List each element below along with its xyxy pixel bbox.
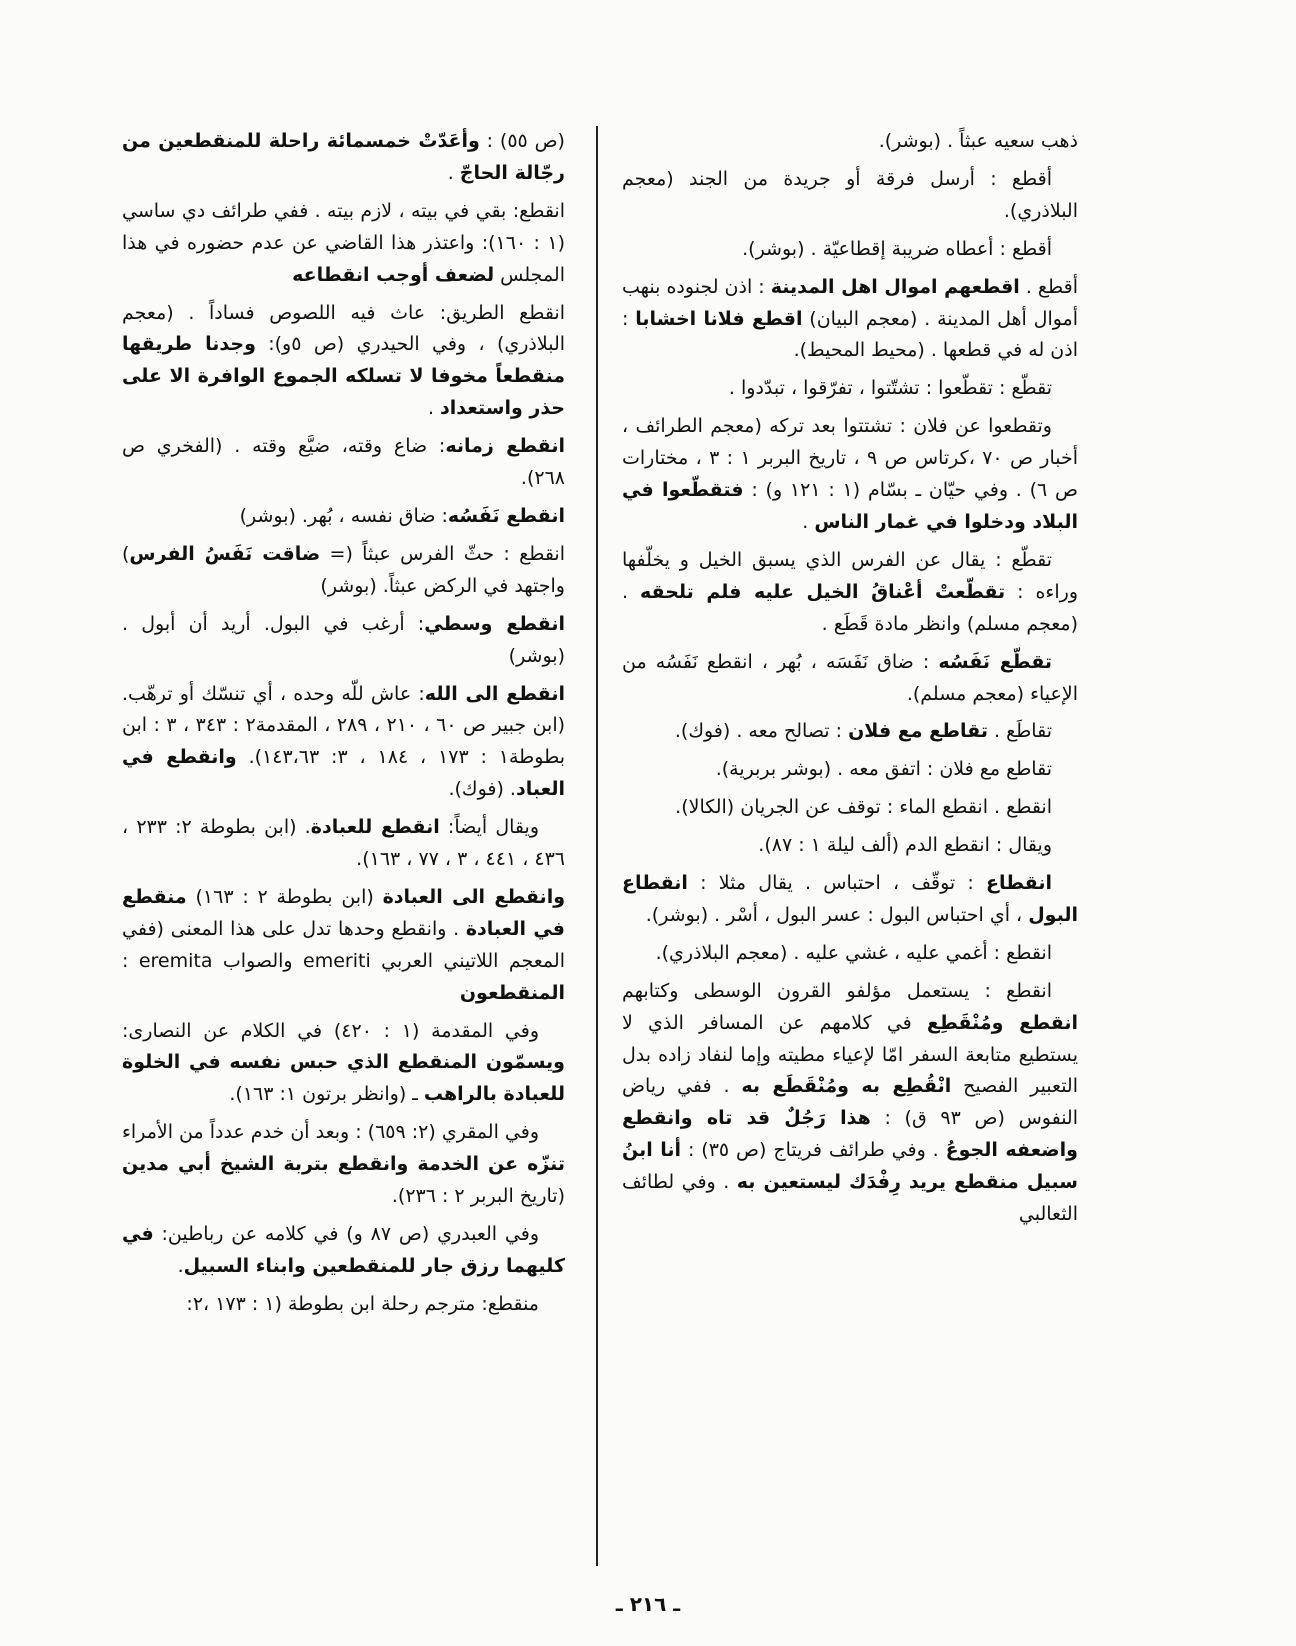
entry-text: . وانقطع وحدها تدل على هذا المعنى (ففي المعجم اللاتيني العربي emeriti والصواب eremita : xyxy=(122,917,565,972)
entry-text: (ص ٥٥) : xyxy=(479,130,565,152)
entry-text: وفي المقري (٢: ٦٥٩) : وبعد أن خدم عدداً من الأمراء xyxy=(122,1121,539,1144)
entry-text: ) واجتهد في الركض عبثاً. (بوشر) xyxy=(122,542,565,597)
entry-text: : عاش للّه وحده ، أي تنسّك أو ترهّب. (ابن جبير ص ٦٠ ، ٢١٠ ، ٢٨٩ ، المقدمة٢ : ٣٤٣ ، ٣ : ابن بطوطة١ : ١٧٣ ، ١٨٤ ، ٣: ١٤٣،٦٣). xyxy=(122,682,566,769)
entry-text: : أرغب في البول. أريد أن أبول . (بوشر) xyxy=(122,612,565,667)
bold-term: المنقطعون xyxy=(459,981,565,1004)
entry-text: : ضاع وقته، ضيَّع وقته . (الفخري ص ٢٦٨). xyxy=(122,435,565,490)
dictionary-entry xyxy=(622,938,1078,970)
dictionary-entry xyxy=(622,976,1078,1231)
entry-text: : ضاق نفسه ، بُهر. (بوشر) xyxy=(239,504,448,527)
entry-text: وفي العبدري (ص ٨٧ و) في كلامه عن رباطين: xyxy=(153,1223,539,1245)
bold-term: انقطع وسطي xyxy=(424,612,566,635)
dictionary-entry xyxy=(622,234,1078,266)
dictionary-entry xyxy=(622,164,1078,228)
bold-term: انقطع ومُنْقَطِع xyxy=(926,1011,1078,1034)
entry-text: أقطع . xyxy=(1019,275,1078,298)
entry-text: ، أي احتباس البول : عسر البول ، أسْر . (بوشر). xyxy=(645,903,1029,926)
entry-text: . وفي لطائف الثعالبي xyxy=(622,1171,1078,1226)
dictionary-entry xyxy=(622,272,1078,368)
dictionary-entry xyxy=(622,411,1078,539)
bold-term: فتقطّعوا في البلاد ودخلوا في غمار الناس xyxy=(622,479,1078,533)
bold-term: وأعَدّتْ خمسمائة راحلة للمنقطعين من رجّالة الحاجّ xyxy=(122,130,565,184)
dictionary-entry xyxy=(122,1016,565,1112)
dictionary-entry xyxy=(622,830,1078,862)
entry-text: وفي المقدمة (١ : ٤٢٠) في الكلام عن النصارى: xyxy=(122,1019,540,1042)
entry-text: انقطع . انقطع الماء : توقف عن الجريان (الكالا). xyxy=(675,796,1052,819)
entry-text: : اذن لجنوده بنهب أموال أهل المدينة . (معجم البيان) xyxy=(622,275,1078,330)
entry-text: : ضاق نَفَسَه ، بُهر ، انقطع نَفَسُه من الإعياء (معجم مسلم). xyxy=(622,650,1078,705)
bold-term: اقطعهم اموال اهل المدينة xyxy=(770,275,1020,298)
entry-text: انقطع : أغمي عليه ، غشي عليه . (معجم البلاذري). xyxy=(655,941,1052,964)
dictionary-entry xyxy=(122,812,565,876)
entry-text: وتقطعوا عن فلان : تشتتوا بعد تركه (معجم الطرائف ، أخبار ص ٧٠ ،كرتاس ص ٩ ، تاريخ البربر ١ : ٣ ، مختارات ص ٦) . وفي حيّان ـ بسّام (١ : ١٢١ و) : xyxy=(622,415,1079,502)
entry-text: . xyxy=(427,397,441,420)
entry-text: تقاطَع . xyxy=(987,720,1052,743)
bold-term: ضاقت نَفَسُ الفرس xyxy=(129,542,321,565)
dictionary-entry xyxy=(622,647,1078,711)
entry-text: تقاطع مع فلان : اتفق معه . (بوشر بربرية). xyxy=(715,758,1052,781)
dictionary-entry xyxy=(122,1117,565,1213)
bold-term: تقطّعتْ أعْناقُ الخيل عليه فلم تلحقه xyxy=(640,580,1006,603)
dictionary-entry xyxy=(122,539,565,603)
dictionary-entry xyxy=(122,882,565,1010)
bold-term: وانقطع الى العبادة xyxy=(382,885,566,908)
bold-term: في كليهما رزق جار للمنقطعين وابناء السبيل xyxy=(122,1223,565,1277)
entry-text: أقطع : أعطاه ضريبة إقطاعيّة . (بوشر). xyxy=(742,237,1052,260)
entry-text: في كلامهم عن المسافر الذي لا يستطيع متابعة السفر امّا لإعياء مطيته وإما لنفاد زاده بدل التعبير الفصيح xyxy=(622,1011,1078,1098)
bold-term: وانقطع في العباد xyxy=(122,746,565,801)
entry-text: تقطّع : يقال عن الفرس الذي يسبق الخيل و يخلّفها وراءه : xyxy=(622,548,1078,603)
dictionary-entry xyxy=(122,501,565,533)
dictionary-entry xyxy=(122,126,565,190)
dictionary-entry xyxy=(622,716,1078,748)
bold-term: انقطاع xyxy=(986,872,1052,895)
entry-text: منقطع: مترجم رحلة ابن بطوطة (١ : ١٧٣ ،٢: xyxy=(186,1292,539,1315)
bold-term: انقطع زمانه xyxy=(445,435,565,458)
dictionary-entry xyxy=(122,196,565,292)
bold-term: اقطع فلانا اخشابا xyxy=(635,307,803,330)
entry-text: . (ابن بطوطة ٢: ٢٣٣ ، ٤٣٦ ، ٤٤١ ، ٣ ، ٧٧ ، ١٦٣). xyxy=(122,816,565,871)
entry-text: (تاريخ البربر ٢ : ٢٣٦). xyxy=(391,1185,565,1208)
bold-term: هذا رَجُلٌ قد تاه وانقطع واضعفه الجوعُ xyxy=(622,1107,1078,1162)
bold-term: ويسمّون المنقطع الذي حبس نفسه في الخلوة للعبادة بالراهب xyxy=(122,1051,565,1106)
entry-text: انقطع : يستعمل مؤلفو القرون الوسطى وكتابهم xyxy=(622,979,1052,1002)
dictionary-entry xyxy=(122,1289,565,1321)
entry-text: . (معجم مسلم) وانظر مادة قَطَع . xyxy=(622,580,1078,635)
entry-text: . xyxy=(447,161,460,184)
bold-term: تقاطع مع فلان xyxy=(848,720,988,743)
dictionary-entry xyxy=(122,431,565,495)
dictionary-entry xyxy=(622,792,1078,824)
dictionary-entry xyxy=(622,754,1078,786)
entry-text: أقطع : أرسل فرقة أو جريدة من الجند (معجم البلاذري). xyxy=(622,167,1078,222)
entry-text: انقطع: بقي في بيته ، لازم بيته . ففي طرائف دي ساسي (١ : ١٦٠): واعتذر هذا القاضي عن عدم حضوره في هذا المجلس xyxy=(122,199,565,286)
entry-text: . xyxy=(802,510,815,533)
page-number: ـ ٢١٦ ـ xyxy=(615,1592,681,1616)
bold-term: انقطع الى الله xyxy=(424,682,565,705)
entry-text: . (فوك). xyxy=(448,778,516,801)
entry-text: . ففي رياض النفوس (ص ٩٣ ق) : xyxy=(622,1075,1078,1130)
entry-text: . xyxy=(177,1254,184,1277)
right-column xyxy=(622,126,1078,1237)
entry-text: : تصالح معه . (فوك). xyxy=(674,720,849,743)
dictionary-entry xyxy=(622,373,1078,405)
bold-term: انْقُطِع به ومُنْقَطَع به xyxy=(741,1075,952,1098)
dictionary-entry xyxy=(122,298,565,426)
dictionary-entry: ذهب سعيه عبثاً . (بوشر). xyxy=(878,130,1078,152)
entry-text: ـ (وانظر برتون ١: ١٦٣). xyxy=(229,1083,424,1106)
bold-term: لضعف أوجب انقطاعه xyxy=(292,263,495,286)
entry-text: . وفي طرائف فريتاج (ص ٣٥) : xyxy=(681,1139,946,1162)
entry-text: تقطّع : تقطّعوا : تشتّتوا ، تفرّقوا ، تبدّدوا . xyxy=(728,377,1052,400)
dictionary-entry xyxy=(122,609,565,673)
bold-term: أنا ابنُ سبيل منقطع يريد رِفْدَك ليستعين به xyxy=(622,1139,1078,1194)
dictionary-entry xyxy=(622,545,1078,641)
entry-text: ويقال أيضاً: xyxy=(439,816,540,839)
bold-term: انقطاع البول xyxy=(622,872,1078,926)
dictionary-entry xyxy=(622,868,1078,932)
bold-term: انقطع للعبادة xyxy=(310,816,440,839)
bold-term: انقطع نَفَسُه xyxy=(447,504,565,527)
bold-term: وجدنا طريقها منقطعاً مخوفا لا تسلكه الجموع الوافرة الا على حذر واستعداد xyxy=(122,333,565,420)
column-divider xyxy=(596,126,598,1566)
entry-text: انقطع : حثّ الفرس عبثاً (= xyxy=(320,542,565,565)
entry-text: : توقّف ، احتباس . يقال مثلا : xyxy=(687,872,987,895)
entry-text: ويقال : انقطع الدم (ألف ليلة ١ : ٨٧). xyxy=(758,834,1052,857)
bold-term: منقطع في العبادة xyxy=(122,885,565,940)
dictionary-entry xyxy=(122,679,565,807)
left-column xyxy=(122,126,565,1327)
entry-text: انقطع الطريق: عاث فيه اللصوص فساداً . (معجم البلاذري) ، وفي الحيدري (ص ٥و): xyxy=(122,301,566,356)
bold-term: تنزّه عن الخدمة وانقطع بتربة الشيخ أبي مدين xyxy=(122,1153,565,1176)
bold-term: تقطّع نَفَسُه xyxy=(938,650,1052,673)
entry-text: : اذن له في قطعها . (محيط المحيط). xyxy=(622,307,1078,362)
dictionary-entry xyxy=(122,1219,565,1283)
entry-text: (ابن بطوطة ٢ : ١٦٣) xyxy=(186,885,383,908)
